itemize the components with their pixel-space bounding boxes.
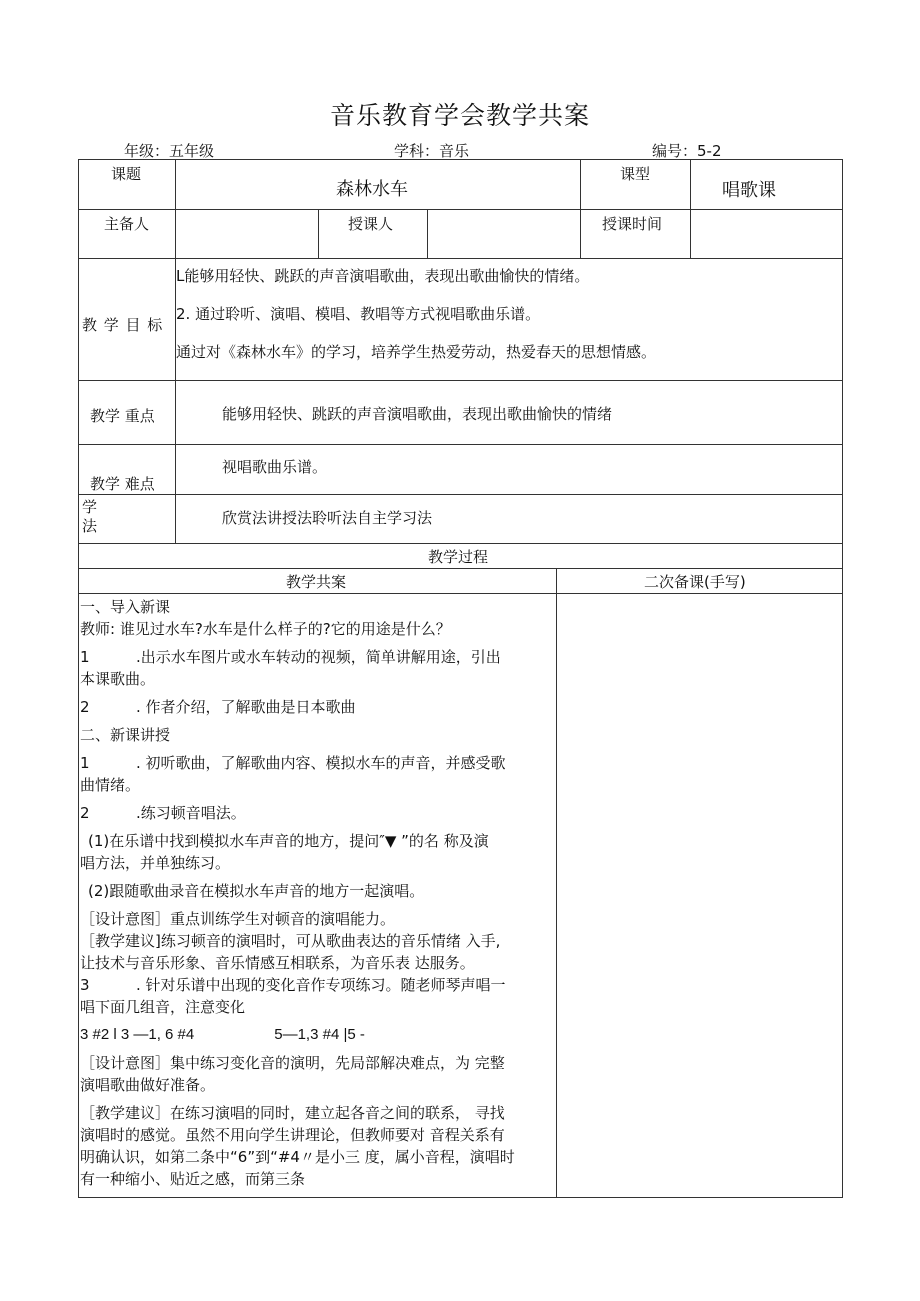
teacher-label: 授课人 (348, 215, 394, 233)
preparer-label: 主备人 (104, 215, 150, 233)
grade-label: 年级：五年级 (124, 142, 215, 160)
row-divider (78, 494, 843, 495)
topic-value: 森林水车 (336, 179, 408, 200)
code-label: 编号：5-2 (652, 142, 722, 160)
process-text: 曲情绪。 (80, 776, 141, 794)
section-heading: 一、导入新课 (80, 598, 171, 616)
col-divider (690, 159, 691, 258)
page-title: 音乐教育学会教学共案 (329, 101, 590, 130)
goal-item: L能够用轻快、跳跃的声音演唱歌曲，表现出歌曲愉快的情绪。 (176, 267, 590, 285)
row-divider (78, 258, 843, 259)
process-step: 1 .出示水车图片或水车转动的视频，简单讲解用途，引出 (80, 648, 501, 666)
row-divider (78, 380, 843, 381)
lesson-time-label: 授课时间 (602, 215, 663, 233)
teaching-advice: ［教学建议］在练习演唱的同时，建立起各音之间的联系， 寻找 (80, 1104, 505, 1122)
process-text: 本课歌曲。 (80, 670, 156, 688)
lesson-type-label: 课型 (620, 165, 651, 183)
col-divider (556, 568, 557, 1198)
process-text: 明确认识，如第二条中“6”到“#4〃是小三 度，属小音程，演唱时 (80, 1148, 515, 1166)
goal-item: 2. 通过聆听、演唱、模唱、教唱等方式视唱歌曲乐谱。 (176, 305, 541, 323)
process-step: 2 .练习顿音唱法。 (80, 804, 246, 822)
row-divider (78, 568, 843, 569)
design-intent: ［设计意图］集中练习变化音的演明，先局部解决难点，为 完整 (80, 1054, 505, 1072)
difficulty-value: 视唱歌曲乐谱。 (222, 458, 328, 476)
row-divider (78, 444, 843, 445)
process-text: 唱下面几组音，注意变化 (80, 998, 246, 1016)
process-text: 让技术与音乐形象、音乐情感互相联系，为音乐表 达服务。 (80, 954, 475, 972)
process-text: 唱方法，并单独练习。 (80, 854, 231, 872)
process-text: 演唱歌曲做好准备。 (80, 1076, 216, 1094)
plan-column-header: 教学共案 (286, 573, 347, 591)
topic-label: 课题 (111, 165, 142, 183)
lesson-type-value: 唱歌课 (722, 180, 776, 201)
col-divider (580, 159, 581, 258)
col-divider (318, 209, 319, 258)
process-header: 教学过程 (428, 548, 489, 566)
focus-label: 教学 重点 (90, 407, 155, 425)
goal-item: 通过对《森林水车》的学习，培养学生热爱劳动，热爱春天的思想情感。 (176, 343, 657, 361)
process-content (80, 596, 552, 1196)
subject-label: 学科：音乐 (394, 142, 470, 160)
design-intent: ［设计意图］重点训练学生对顿音的演唱能力。 (80, 910, 396, 928)
row-divider (78, 593, 843, 594)
section-heading: 二、新课讲授 (80, 726, 171, 744)
score-line: 3 #2 l 3 —1, 6 #4 5—1,3 #4 |5 - (80, 1026, 365, 1043)
notes-column-header: 二次备课(手写) (644, 573, 746, 591)
process-text: 演唱时的感觉。虽然不用向学生讲理论，但教师要对 音程关系有 (80, 1126, 505, 1144)
goals-label: 教 学 目 标 (82, 316, 164, 334)
difficulty-label: 教学 难点 (90, 475, 155, 493)
process-step: 1 . 初听歌曲，了解歌曲内容、模拟水车的声音，并感受歌 (80, 754, 506, 772)
focus-value: 能够用轻快、跳跃的声音演唱歌曲，表现出歌曲愉快的情绪 (222, 405, 613, 423)
process-step: 2 . 作者介绍，了解歌曲是日本歌曲 (80, 698, 356, 716)
row-divider (78, 209, 843, 210)
teaching-advice: ［教学建议]练习顿音的演唱时，可从歌曲表达的音乐情绪 入手, (80, 932, 501, 950)
process-text: 有一种缩小、贴近之感，而第三条 (80, 1170, 306, 1188)
method-value: 欣赏法讲授法聆听法自主学习法 (222, 509, 433, 527)
process-text: 教师: 谁见过水车?水车是什么样子的?它的用途是什么？ (80, 620, 451, 638)
row-divider (78, 543, 843, 544)
process-step: 3 . 针对乐谱中出现的变化音作专项练习。随老师琴声唱一 (80, 976, 506, 994)
method-label: 法 (82, 517, 98, 535)
method-label: 学 (82, 498, 98, 516)
process-text: (2)跟随歌曲录音在模拟水车声音的地方一起演唱。 (88, 882, 425, 900)
col-divider (427, 209, 428, 258)
process-text: (1)在乐谱中找到模拟水车声音的地方，提问″▼ ”的名 称及演 (88, 832, 489, 850)
